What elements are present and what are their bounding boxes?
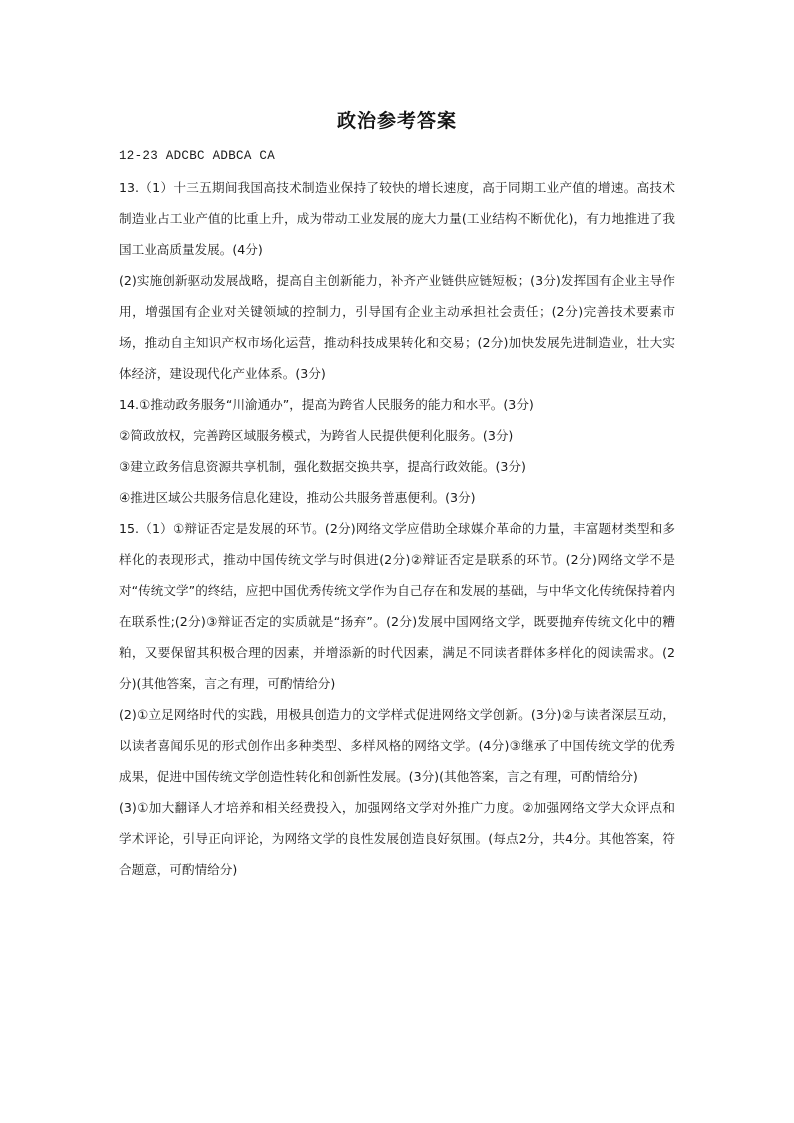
answer-14-point-1: 14.①推动政务服务“川渝通办”，提高为跨省人民服务的能力和水平。(3分) (119, 397, 534, 412)
answer-14-point-4: ④推进区域公共服务信息化建设，推动公共服务普惠便利。(3分) (119, 490, 476, 505)
answer-15-part-1: 15.（1）①辩证否定是发展的环节。(2分)网络文学应借助全球媒介革命的力量，丰富题材类型和多样化的表现形式，推动中国传统文学与时俱进(2分)②辩证否定是联系的环节。(2分)网络文学不是对“传统文学”的终结，应把中国优秀传统文学作为自己存在和发展的基础，与中华文化传统保持着内在联系性;(2分)③辩证否定的实质就是“扬弃”。(2分)发展中国网络文学，既要抛弃传统文化中的糟粕，又要保留其积极合理的因素，并增添新的时代因素，满足不同读者群体多样化的阅读需求。(2分)(其他答案，言之有理，可酌情给分) (119, 521, 675, 691)
answer-content (119, 141, 675, 885)
answer-15-part-2: (2)①立足网络时代的实践，用极具创造力的文学样式促进网络文学创新。(3分)②与读者深层互动，以读者喜闻乐见的形式创作出多种类型、多样风格的网络文学。(4分)③继承了中国传统文学的优秀成果，促进中国传统文学创造性转化和创新性发展。(3分)(其他答案，言之有理，可酌情给分) (119, 707, 675, 784)
answer-15-part-3: (3)①加大翻译人才培养和相关经费投入，加强网络文学对外推广力度。②加强网络文学大众评点和学术评论，引导正向评论，为网络文学的良性发展创造良好氛围。(每点2分，共4分。其他答案，符合题意，可酌情给分) (119, 800, 675, 877)
answer-14-point-3: ③建立政务信息资源共享机制，强化数据交换共享，提高行政效能。(3分) (119, 459, 526, 474)
page-title: 政治参考答案 (336, 110, 457, 132)
answer-13-part-2: (2)实施创新驱动发展战略，提高自主创新能力，补齐产业链供应链短板；(3分)发挥国有企业主导作用，增强国有企业对关键领域的控制力，引导国有企业主动承担社会责任；(2分)完善技术要素市场，推动自主知识产权市场化运营，推动科技成果转化和交易；(2分)加快发展先进制造业，壮大实体经济，建设现代化产业体系。(3分) (119, 273, 675, 381)
answer-14-point-2: ②简政放权，完善跨区域服务模式，为跨省人民提供便利化服务。(3分) (119, 428, 514, 443)
multiple-choice-answers: 12-23 ADCBC ADBCA CA (119, 149, 276, 163)
answer-13-part-1: 13.（1）十三五期间我国高技术制造业保持了较快的增长速度，高于同期工业产值的增速。高技术制造业占工业产值的比重上升，成为带动工业发展的庞大力量(工业结构不断优化)，有力地推进了我国工业高质量发展。(4分) (119, 180, 675, 257)
